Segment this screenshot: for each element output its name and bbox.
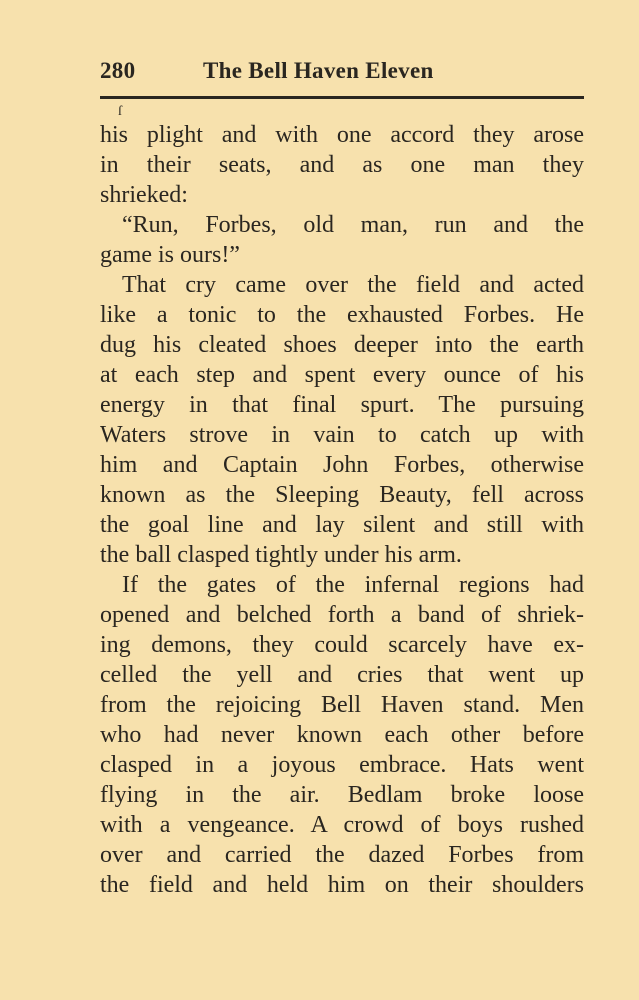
header-rule (100, 96, 584, 99)
text-line: That cry came over the field and acted (122, 272, 584, 298)
running-head (100, 58, 584, 90)
text-line: shrieked: (100, 182, 188, 208)
text-line: known as the Sleeping Beauty, fell across (100, 482, 584, 508)
text-line: Waters strove in vain to catch up with (100, 422, 584, 448)
text-line: his plight and with one accord they arose (100, 122, 584, 148)
page-number: 280 (100, 58, 136, 83)
text-line: him and Captain John Forbes, otherwise (100, 452, 584, 478)
text-line: game is ours!” (100, 242, 240, 268)
text-line: the ball clasped tightly under his arm. (100, 542, 462, 568)
text-line: like a tonic to the exhausted Forbes. He (100, 302, 584, 328)
text-line: from the rejoicing Bell Haven stand. Men (100, 692, 584, 718)
text-line: at each step and spent every ounce of his (100, 362, 584, 388)
text-line: If the gates of the infernal regions had (122, 572, 584, 598)
text-line: the goal line and lay silent and still with (100, 512, 584, 538)
text-line: in their seats, and as one man they (100, 152, 584, 178)
text-line: flying in the air. Bedlam broke loose (100, 782, 584, 808)
text-line: clasped in a joyous embrace. Hats went (100, 752, 584, 778)
text-line: dug his cleated shoes deeper into the earth (100, 332, 584, 358)
text-line: celled the yell and cries that went up (100, 662, 584, 688)
text-line: ing demons, they could scarcely have ex- (100, 632, 584, 658)
text-line: the field and held him on their shoulders (100, 872, 584, 898)
body-text (100, 120, 584, 900)
text-line: over and carried the dazed Forbes from (100, 842, 584, 868)
text-line: with a vengeance. A crowd of boys rushed (100, 812, 584, 838)
text-line: opened and belched forth a band of shriek- (100, 602, 584, 628)
text-line: energy in that final spurt. The pursuing (100, 392, 584, 418)
text-line: “Run, Forbes, old man, run and the (122, 212, 584, 238)
stray-mark: ſ (118, 104, 122, 119)
text-line: who had never known each other before (100, 722, 584, 748)
running-title: The Bell Haven Eleven (203, 58, 434, 83)
